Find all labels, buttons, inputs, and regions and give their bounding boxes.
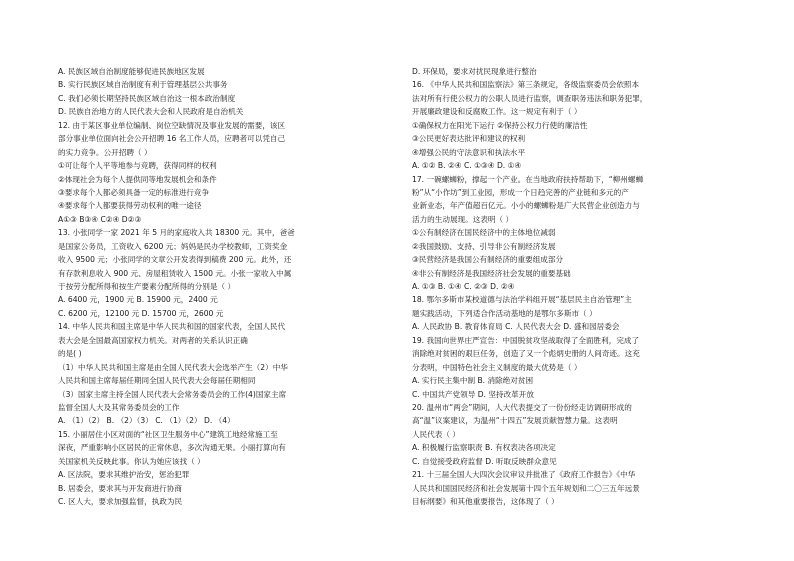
- text-line: ①可让每个人平等地参与竞聘，获得同样的权利: [58, 161, 217, 171]
- text-line: 粉”从“小作坊”到工业园，形成一个日趋完善的产业链和多元的产: [412, 187, 629, 197]
- text-line: ④非公有制经济是我国经济社会发展的重要基础: [412, 268, 571, 278]
- text-line: 收入 9500 元；小张同学的文章公开发表得到稿费 200 元。此外，还: [58, 255, 292, 265]
- text-line: 14. 中华人民共和国主席是中华人民共和国的国家代表，全国人民代: [58, 322, 286, 332]
- text-line: 法对所有行使公权力的公职人员进行监察，调查职务违法和职务犯罪，: [412, 93, 648, 103]
- text-line: ③要求每个人都必须具备一定的标准进行竞争: [58, 187, 210, 197]
- text-line: B. 居委会，要求其与开发商进行协商: [58, 483, 182, 493]
- text-line: 的是( ): [58, 349, 82, 359]
- text-line: ④要求每个人都要获得劳动权利的唯一途径: [58, 201, 202, 211]
- text-line: D. 环保局，要求对扰民现象进行整治: [412, 67, 537, 76]
- text-line: 关国家机关反映此事。你认为她应该找（ ）: [58, 456, 205, 466]
- text-line: 有存款利息收入 900 元、房屋租赁收入 1500 元。小张一家收入中属: [58, 268, 292, 278]
- text-line: 目标纲要》和其他重要报告，这体现了（ ）: [412, 497, 559, 506]
- text-line: A. ①③ B. ①④ C. ②③ D. ②④: [412, 282, 515, 291]
- text-line: 表大会是全国最高国家权力机关。对两者的关系认识正确: [58, 335, 248, 345]
- text-line: ④增强公民的守法意识和执法水平: [412, 147, 526, 157]
- text-line: A①③ B③④ C②④ D②③: [58, 214, 142, 224]
- text-line: A. 民族区域自治制度能够促进民族地区发展: [58, 67, 205, 76]
- text-line: ②体现社会为每个人提供同等地发展机会和条件: [58, 174, 217, 184]
- text-line: 分表明，中国特色社会主义制度的最大优势是（ ）: [412, 362, 582, 372]
- text-line: D. 民族自治地方的人民代表大会和人民政府是自治机关: [58, 107, 244, 117]
- text-line: 开展廉政建设和反腐败工作。这一规定有利于（ ）: [412, 107, 582, 117]
- text-line: 12. 由于某区事业单位编制、岗位空缺情况及事业发展的需要，该区: [58, 120, 286, 130]
- text-line: ①确保权力在阳光下运行 ②保持公权力行使的廉洁性: [412, 120, 588, 130]
- text-line: 于按劳分配所得和按生产要素分配所得的分别是（ ）: [58, 282, 236, 291]
- text-line: C. 我们必须长期坚持民族区域自治这一根本政治制度: [58, 93, 236, 103]
- text-line: ②我国鼓励、支持、引导非公有制经济发展: [412, 241, 556, 251]
- text-line: A. 实行民主集中制 B. 消除绝对贫困: [412, 376, 534, 386]
- text-line: 业新业态，年产值超百亿元。小小的螺蛳粉是广大民营企业创造力与: [412, 201, 640, 211]
- text-line: 消除绝对贫困的艰巨任务，创造了又一个彪炳史册的人间奇迹。这充: [412, 349, 640, 359]
- text-line: A. （1）（2） B. （2）（3） C. （1）（2） D. （4）: [58, 416, 235, 426]
- text-line: 人民共和国主席每届任期同全国人民代表大会每届任期相同: [58, 376, 256, 386]
- text-line: A. ①② B. ②④ C. ①③④ D. ①④: [412, 161, 522, 171]
- text-line: 题实践活动，下列适合作活动基地的是鄂尔多斯市（ ）: [412, 308, 597, 318]
- text-line: 18. 鄂尔多斯市某校道德与法治学科组开展“基层民主自治管理”主: [412, 295, 632, 305]
- text-line: A. 积极履行监察职责 B. 有权表决各项决定: [412, 443, 556, 453]
- text-line: （3）国家主席主持全国人民代表大会常务委员会的工作(4)国家主席: [58, 389, 287, 399]
- text-line: 人民共和国国民经济和社会发展第十四个五年规划和二〇三五年远景: [412, 483, 640, 493]
- text-line: ③公民更好表达批评和建议的权利: [412, 134, 526, 144]
- text-line: A. 区法院，要求其维护治安，惩治犯罪: [58, 470, 190, 480]
- text-line: ③民营经济是我国公有制经济的重要组成部分: [412, 255, 564, 265]
- text-line: A. 人民政协 B. 教育体育局 C. 人民代表大会 D. 盛和园居委会: [412, 322, 620, 332]
- text-line: 13. 小张同学一家 2021 年 5 月的家庭收入共 18300 元。其中，爸爸: [58, 228, 295, 238]
- text-line: 人民代表（ ）: [412, 429, 460, 439]
- text-line: ①公有制经济在国民经济中的主体地位减弱: [412, 228, 556, 238]
- text-line: 的实力竞争。公开招聘（ ）: [58, 147, 152, 157]
- text-line: 16. 《中华人民共和国监察法》第三条规定，各级监察委员会依照本: [412, 80, 640, 90]
- text-line: C. 中国共产党领导 D. 坚持改革开放: [412, 389, 534, 399]
- text-line: 19. 我国向世界庄严宣告：中国脱贫攻坚战取得了全面胜利，完成了: [412, 335, 640, 345]
- text-line: （1）中华人民共和国主席是由全国人民代表大会选举产生（2）中华: [58, 362, 288, 372]
- text-line: A. 6400 元，1900 元 B. 15900 元，2400 元: [58, 295, 218, 305]
- text-line: 17. 一碗螺蛳粉，撑起一个产业。在当地政府扶持帮助下，“柳州螺蛳: [412, 174, 644, 184]
- text-line: C. 区人大，要求加强监督，执政为民: [58, 497, 183, 506]
- text-line: 20. 温州市“两会”期间，人大代表提交了一份份经走访调研形成的: [412, 402, 632, 412]
- text-line: 是国家公务员，工资收入 6200 元；妈妈是民办学校教师，工资奖金: [58, 241, 288, 251]
- text-line: 21. 十三届全国人大四次会议审议并批准了《政府工作报告》《中华: [412, 470, 636, 480]
- text-line: 部分事业单位面向社会公开招聘 16 名工作人员，应聘者可以凭自己: [58, 134, 286, 144]
- text-line: 15. 小丽居住小区对面的“社区卫生服务中心”建筑工地经常施工至: [58, 429, 278, 439]
- text-line: C. 自觉接受政府监督 D. 听取反映群众意见: [412, 456, 557, 466]
- text-line: C. 6200 元，12100 元 D. 15700 元，2600 元: [58, 308, 224, 318]
- text-line: 深夜，严重影响小区居民的正常休息，多次沟通无果。小丽打算向有: [58, 443, 286, 453]
- text-line: 监督全国人大及其常务委员会的工作: [58, 402, 180, 412]
- left-column: [58, 65, 380, 508]
- text-line: 高“温”议案建议，为温州“十四五”发展贡献智慧力量。这表明: [412, 416, 618, 426]
- text-line: B. 实行民族区域自治制度有利于管理基层公共事务: [58, 80, 228, 90]
- text-line: 活力的生动展现。这表明（ ）: [412, 214, 514, 224]
- right-column: [412, 65, 736, 508]
